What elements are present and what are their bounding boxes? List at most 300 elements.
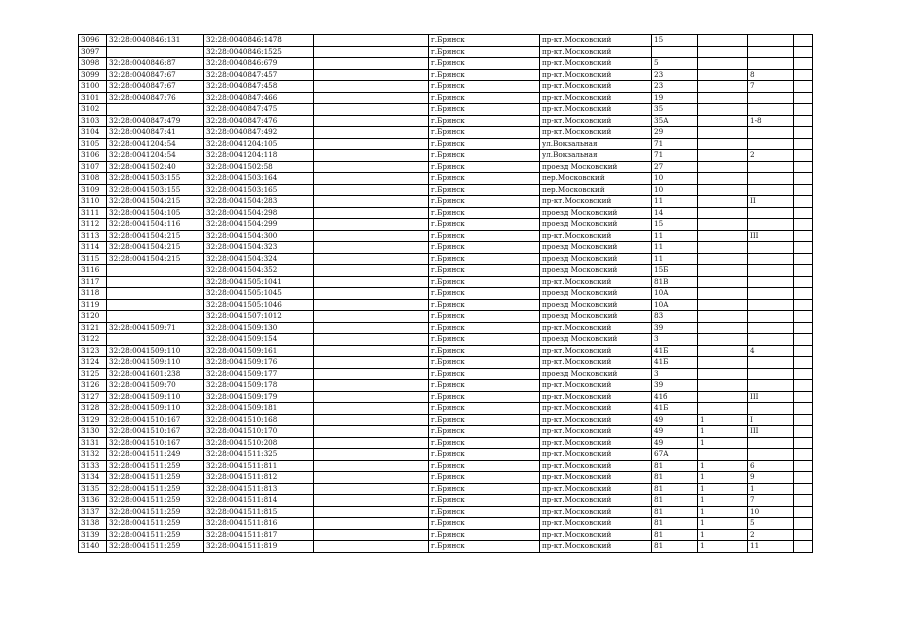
empty-cell [314,35,429,47]
building-cell [698,334,748,346]
empty-cell [794,242,813,254]
street-cell: пр-кт.Московский [540,495,652,507]
row-number-cell: 3108 [79,173,107,185]
parcel-cadastral-cell: 32:28:0041204:54 [107,150,204,162]
street-cell: пр-кт.Московский [540,506,652,518]
parcel-cadastral-cell: 32:28:0041510:167 [107,414,204,426]
object-cadastral-cell: 32:28:0041504:324 [204,253,314,265]
street-cell: ул.Вокзальная [540,150,652,162]
table-row [79,265,813,277]
table-row [79,391,813,403]
building-cell: 1 [698,460,748,472]
building-cell [698,311,748,323]
table-row [79,69,813,81]
empty-cell [794,58,813,70]
street-cell: пр-кт.Московский [540,518,652,530]
city-cell: г.Брянск [429,345,540,357]
building-cell [698,403,748,415]
empty-cell [794,92,813,104]
empty-cell [794,81,813,93]
object-cadastral-cell: 32:28:0040847:476 [204,115,314,127]
empty-cell [314,357,429,369]
empty-cell [314,150,429,162]
city-cell: г.Брянск [429,138,540,150]
house-number-cell: 23 [652,81,698,93]
premises-cell [748,219,794,231]
house-number-cell: 81 [652,506,698,518]
parcel-cadastral-cell [107,311,204,323]
premises-cell: 1 [748,483,794,495]
building-cell [698,276,748,288]
table-row [79,173,813,185]
city-cell: г.Брянск [429,92,540,104]
building-cell [698,150,748,162]
house-number-cell: 81В [652,276,698,288]
parcel-cadastral-cell [107,265,204,277]
parcel-cadastral-cell [107,104,204,116]
empty-cell [794,69,813,81]
house-number-cell: 27 [652,161,698,173]
table-row [79,414,813,426]
street-cell: пр-кт.Московский [540,380,652,392]
parcel-cadastral-cell: 32:28:0041511:259 [107,483,204,495]
house-number-cell [652,46,698,58]
city-cell: г.Брянск [429,276,540,288]
house-number-cell: 5 [652,58,698,70]
parcel-cadastral-cell: 32:28:0041510:167 [107,437,204,449]
row-number-cell: 3110 [79,196,107,208]
empty-cell [794,403,813,415]
city-cell: г.Брянск [429,230,540,242]
empty-cell [794,483,813,495]
parcel-cadastral-cell: 32:28:0041511:259 [107,529,204,541]
object-cadastral-cell: 32:28:0041511:817 [204,529,314,541]
building-cell [698,173,748,185]
premises-cell: I [748,414,794,426]
parcel-cadastral-cell: 32:28:0040847:41 [107,127,204,139]
row-number-cell: 3121 [79,322,107,334]
empty-cell [794,460,813,472]
empty-cell [794,161,813,173]
row-number-cell: 3105 [79,138,107,150]
premises-cell: 10 [748,506,794,518]
empty-cell [794,104,813,116]
empty-cell [314,219,429,231]
empty-cell [314,276,429,288]
building-cell [698,138,748,150]
table-row [79,472,813,484]
empty-cell [314,460,429,472]
city-cell: г.Брянск [429,173,540,185]
row-number-cell: 3128 [79,403,107,415]
empty-cell [794,472,813,484]
row-number-cell: 3120 [79,311,107,323]
empty-cell [314,322,429,334]
empty-cell [794,46,813,58]
house-number-cell: 3 [652,368,698,380]
parcel-cadastral-cell: 32:28:0040847:67 [107,69,204,81]
street-cell: пер.Московский [540,184,652,196]
row-number-cell: 3100 [79,81,107,93]
empty-cell [794,219,813,231]
table-row [79,35,813,47]
row-number-cell: 3114 [79,242,107,254]
street-cell: проезд Московский [540,219,652,231]
row-number-cell: 3132 [79,449,107,461]
empty-cell [314,253,429,265]
street-cell: пр-кт.Московский [540,35,652,47]
empty-cell [314,242,429,254]
row-number-cell: 3115 [79,253,107,265]
row-number-cell: 3136 [79,495,107,507]
premises-cell [748,138,794,150]
empty-cell [314,472,429,484]
premises-cell [748,311,794,323]
premises-cell [748,92,794,104]
city-cell: г.Брянск [429,391,540,403]
premises-cell [748,299,794,311]
building-cell [698,184,748,196]
parcel-cadastral-cell: 32:28:0040847:67 [107,81,204,93]
house-number-cell: 71 [652,150,698,162]
city-cell: г.Брянск [429,115,540,127]
parcel-cadastral-cell: 32:28:0041511:249 [107,449,204,461]
empty-cell [794,115,813,127]
table-row [79,529,813,541]
parcel-cadastral-cell: 32:28:0041504:215 [107,242,204,254]
street-cell: пр-кт.Московский [540,92,652,104]
empty-cell [314,529,429,541]
house-number-cell: 19 [652,92,698,104]
city-cell: г.Брянск [429,483,540,495]
parcel-cadastral-cell: 32:28:0041509:110 [107,403,204,415]
empty-cell [794,253,813,265]
house-number-cell: 10А [652,288,698,300]
premises-cell: II [748,196,794,208]
parcel-cadastral-cell [107,288,204,300]
object-cadastral-cell: 32:28:0041504:298 [204,207,314,219]
house-number-cell: 14 [652,207,698,219]
row-number-cell: 3129 [79,414,107,426]
city-cell: г.Брянск [429,81,540,93]
table-row [79,495,813,507]
city-cell: г.Брянск [429,253,540,265]
building-cell [698,104,748,116]
city-cell: г.Брянск [429,541,540,553]
house-number-cell: 81 [652,460,698,472]
empty-cell [794,184,813,196]
empty-cell [314,414,429,426]
house-number-cell: 81 [652,529,698,541]
parcel-cadastral-cell: 32:28:0041509:110 [107,345,204,357]
city-cell: г.Брянск [429,242,540,254]
empty-cell [314,334,429,346]
premises-cell [748,288,794,300]
premises-cell [748,173,794,185]
empty-cell [314,58,429,70]
empty-cell [794,311,813,323]
building-cell: 1 [698,437,748,449]
table-row [79,104,813,116]
empty-cell [314,506,429,518]
table-row [79,506,813,518]
object-cadastral-cell: 32:28:0041503:164 [204,173,314,185]
empty-cell [314,426,429,438]
empty-cell [794,127,813,139]
premises-cell: 8 [748,69,794,81]
parcel-cadastral-cell: 32:28:0040846:87 [107,58,204,70]
parcel-cadastral-cell: 32:28:0041503:155 [107,184,204,196]
parcel-cadastral-cell: 32:28:0041601:238 [107,368,204,380]
parcel-cadastral-cell: 32:28:0041510:167 [107,426,204,438]
building-cell [698,127,748,139]
table-row [79,219,813,231]
city-cell: г.Брянск [429,69,540,81]
street-cell: пр-кт.Московский [540,483,652,495]
object-cadastral-cell: 32:28:0041511:816 [204,518,314,530]
empty-cell [314,518,429,530]
object-cadastral-cell: 32:28:0041502:58 [204,161,314,173]
object-cadastral-cell: 32:28:0041511:811 [204,460,314,472]
empty-cell [794,495,813,507]
premises-cell: III [748,426,794,438]
object-cadastral-cell: 32:28:0041510:170 [204,426,314,438]
street-cell: пр-кт.Московский [540,414,652,426]
object-cadastral-cell: 32:28:0041505:1041 [204,276,314,288]
city-cell: г.Брянск [429,127,540,139]
city-cell: г.Брянск [429,299,540,311]
city-cell: г.Брянск [429,46,540,58]
city-cell: г.Брянск [429,437,540,449]
city-cell: г.Брянск [429,288,540,300]
street-cell: пр-кт.Московский [540,357,652,369]
premises-cell [748,127,794,139]
building-cell [698,449,748,461]
empty-cell [314,437,429,449]
table-row [79,299,813,311]
object-cadastral-cell: 32:28:0041509:177 [204,368,314,380]
empty-cell [794,150,813,162]
table-row [79,92,813,104]
house-number-cell: 35А [652,115,698,127]
row-number-cell: 3137 [79,506,107,518]
street-cell: пр-кт.Московский [540,345,652,357]
city-cell: г.Брянск [429,196,540,208]
city-cell: г.Брянск [429,265,540,277]
premises-cell: 6 [748,460,794,472]
street-cell: ул.Вокзальная [540,138,652,150]
empty-cell [314,449,429,461]
document-sheet [78,34,813,553]
empty-cell [794,449,813,461]
city-cell: г.Брянск [429,518,540,530]
street-cell: пр-кт.Московский [540,104,652,116]
house-number-cell: 11 [652,242,698,254]
row-number-cell: 3119 [79,299,107,311]
house-number-cell: 29 [652,127,698,139]
building-cell [698,81,748,93]
table-row [79,196,813,208]
parcel-cadastral-cell: 32:28:0041503:155 [107,173,204,185]
empty-cell [314,69,429,81]
object-cadastral-cell: 32:28:0040847:475 [204,104,314,116]
building-cell: 1 [698,518,748,530]
table-row [79,426,813,438]
object-cadastral-cell: 32:28:0041511:813 [204,483,314,495]
parcel-cadastral-cell: 32:28:0041511:259 [107,541,204,553]
empty-cell [314,161,429,173]
table-row [79,449,813,461]
house-number-cell: 49 [652,426,698,438]
city-cell: г.Брянск [429,426,540,438]
object-cadastral-cell: 32:28:0041504:352 [204,265,314,277]
street-cell: проезд Московский [540,368,652,380]
row-number-cell: 3131 [79,437,107,449]
street-cell: пр-кт.Московский [540,58,652,70]
row-number-cell: 3104 [79,127,107,139]
street-cell: пр-кт.Московский [540,403,652,415]
row-number-cell: 3124 [79,357,107,369]
empty-cell [794,506,813,518]
street-cell: пр-кт.Московский [540,46,652,58]
empty-cell [314,173,429,185]
table-row [79,368,813,380]
house-number-cell: 41Б [652,357,698,369]
row-number-cell: 3127 [79,391,107,403]
empty-cell [794,207,813,219]
row-number-cell: 3111 [79,207,107,219]
row-number-cell: 3106 [79,150,107,162]
house-number-cell: 67А [652,449,698,461]
street-cell: проезд Московский [540,311,652,323]
premises-cell: 1-8 [748,115,794,127]
premises-cell [748,368,794,380]
building-cell [698,299,748,311]
table-row [79,541,813,553]
object-cadastral-cell: 32:28:0041509:176 [204,357,314,369]
empty-cell [314,115,429,127]
street-cell: пр-кт.Московский [540,437,652,449]
street-cell: пр-кт.Московский [540,472,652,484]
empty-cell [794,334,813,346]
city-cell: г.Брянск [429,403,540,415]
building-cell [698,322,748,334]
table-row [79,58,813,70]
city-cell: г.Брянск [429,207,540,219]
house-number-cell: 41б [652,391,698,403]
premises-cell [748,322,794,334]
premises-cell: 2 [748,150,794,162]
street-cell: проезд Московский [540,265,652,277]
object-cadastral-cell: 32:28:0041204:105 [204,138,314,150]
premises-cell [748,35,794,47]
empty-cell [314,46,429,58]
row-number-cell: 3099 [79,69,107,81]
table-row [79,460,813,472]
building-cell [698,288,748,300]
object-cadastral-cell: 32:28:0040846:1478 [204,35,314,47]
empty-cell [794,518,813,530]
house-number-cell: 81 [652,541,698,553]
parcel-cadastral-cell: 32:28:0041511:259 [107,472,204,484]
object-cadastral-cell: 32:28:0041504:283 [204,196,314,208]
empty-cell [794,437,813,449]
table-row [79,207,813,219]
city-cell: г.Брянск [429,311,540,323]
parcel-cadastral-cell: 32:28:0040847:479 [107,115,204,127]
premises-cell: 2 [748,529,794,541]
row-number-cell: 3109 [79,184,107,196]
premises-cell [748,253,794,265]
empty-cell [314,138,429,150]
city-cell: г.Брянск [429,322,540,334]
object-cadastral-cell: 32:28:0040846:679 [204,58,314,70]
street-cell: пр-кт.Московский [540,196,652,208]
row-number-cell: 3107 [79,161,107,173]
building-cell [698,196,748,208]
house-number-cell: 81 [652,483,698,495]
object-cadastral-cell: 32:28:0041509:154 [204,334,314,346]
house-number-cell: 11 [652,230,698,242]
premises-cell [748,207,794,219]
table-row [79,334,813,346]
street-cell: пр-кт.Московский [540,81,652,93]
street-cell: пр-кт.Московский [540,391,652,403]
city-cell: г.Брянск [429,357,540,369]
empty-cell [314,230,429,242]
house-number-cell: 10 [652,173,698,185]
empty-cell [794,35,813,47]
street-cell: пр-кт.Московский [540,541,652,553]
row-number-cell: 3139 [79,529,107,541]
street-cell: пр-кт.Московский [540,529,652,541]
house-number-cell: 39 [652,322,698,334]
premises-cell [748,276,794,288]
parcel-cadastral-cell: 32:28:0040847:76 [107,92,204,104]
row-number-cell: 3134 [79,472,107,484]
empty-cell [314,403,429,415]
house-number-cell: 71 [652,138,698,150]
row-number-cell: 3112 [79,219,107,231]
house-number-cell: 81 [652,472,698,484]
table-row [79,380,813,392]
empty-cell [314,207,429,219]
empty-cell [794,196,813,208]
table-row [79,357,813,369]
empty-cell [794,299,813,311]
table-row [79,127,813,139]
empty-cell [314,311,429,323]
house-number-cell: 81 [652,495,698,507]
row-number-cell: 3126 [79,380,107,392]
building-cell [698,161,748,173]
premises-cell [748,265,794,277]
empty-cell [794,173,813,185]
row-number-cell: 3097 [79,46,107,58]
row-number-cell: 3116 [79,265,107,277]
building-cell: 1 [698,495,748,507]
city-cell: г.Брянск [429,506,540,518]
premises-cell [748,161,794,173]
city-cell: г.Брянск [429,472,540,484]
building-cell: 1 [698,414,748,426]
premises-cell [748,104,794,116]
parcel-cadastral-cell [107,334,204,346]
parcel-cadastral-cell: 32:28:0041504:215 [107,196,204,208]
premises-cell [748,58,794,70]
street-cell: проезд Московский [540,161,652,173]
empty-cell [794,357,813,369]
